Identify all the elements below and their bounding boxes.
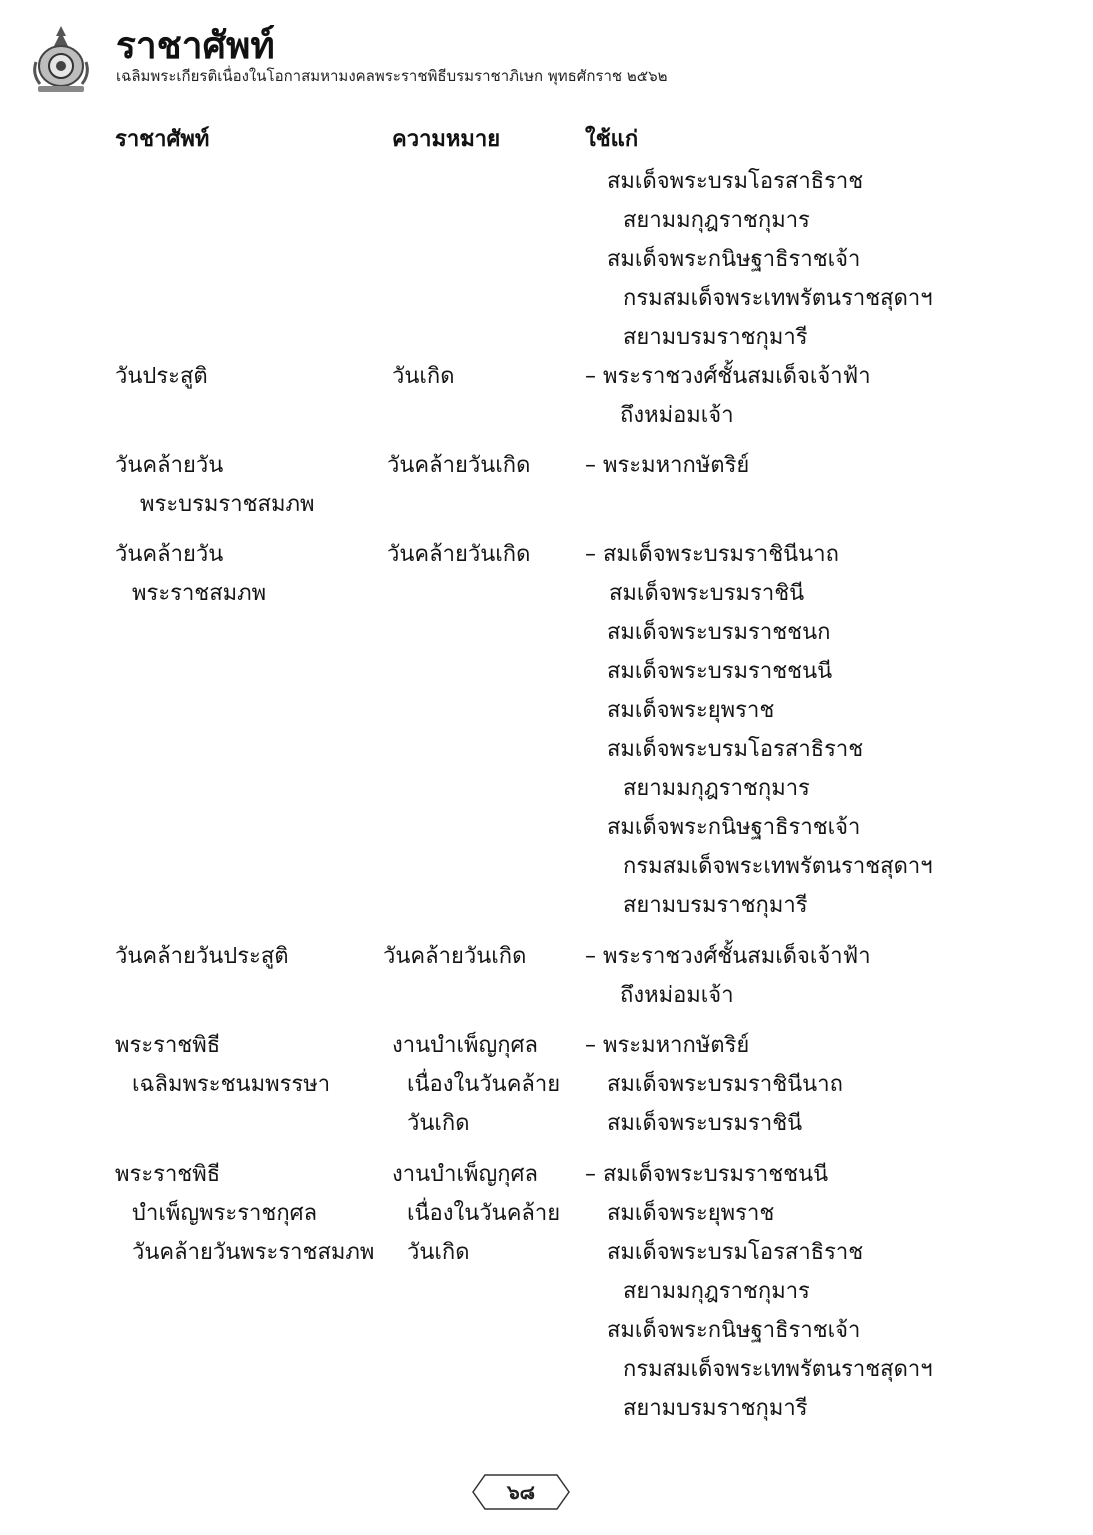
meaning-line: วันเกิด <box>407 1111 470 1136</box>
usage-line: สยามบรมราชกุมารี <box>623 325 808 350</box>
usage-line: – พระมหากษัตริย์ <box>585 453 750 478</box>
meaning-line: วันคล้ายวันเกิด <box>387 542 531 567</box>
usage-line: สมเด็จพระกนิษฐาธิราชเจ้า <box>607 815 861 840</box>
meaning-line: วันคล้ายวันเกิด <box>383 944 527 969</box>
usage-line: สมเด็จพระบรมราชินีนาถ <box>607 1072 843 1097</box>
usage-line: สยามบรมราชกุมารี <box>623 893 808 918</box>
usage-line: – สมเด็จพระบรมราชชนนี <box>585 1162 829 1187</box>
usage-line: สมเด็จพระบรมราชินี <box>609 581 805 606</box>
usage-line: สมเด็จพระยุพราช <box>607 1201 775 1226</box>
usage-line: สมเด็จพระบรมโอรสาธิราช <box>607 737 864 762</box>
usage-line: สมเด็จพระบรมราชินี <box>607 1111 803 1136</box>
usage-line: – พระราชวงศ์ชั้นสมเด็จเจ้าฟ้า <box>585 944 871 969</box>
page-header <box>30 24 1070 104</box>
usage-line: สยามมกุฎราชกุมาร <box>623 1279 810 1304</box>
page-number-label: ๖๘ <box>506 1480 536 1504</box>
term-line: วันคล้ายวันประสูติ <box>115 944 289 969</box>
meaning-line: เนื่องในวันคล้าย <box>407 1072 561 1097</box>
term-line: พระราชพิธี <box>115 1162 221 1187</box>
term-line: บำเพ็ญพระราชกุศล <box>132 1201 318 1226</box>
usage-line: – สมเด็จพระบรมราชินีนาถ <box>585 542 839 567</box>
usage-line: สมเด็จพระบรมราชชนนี <box>607 659 833 684</box>
term-line: เฉลิมพระชนมพรรษา <box>132 1072 331 1097</box>
meaning-line: วันเกิด <box>392 364 455 389</box>
usage-line: สยามมกุฎราชกุมาร <box>623 208 810 233</box>
royal-emblem-icon <box>30 24 92 94</box>
column-header-usage: ใช้แก่ <box>585 127 639 152</box>
usage-line: สมเด็จพระกนิษฐาธิราชเจ้า <box>607 1318 861 1343</box>
meaning-line: งานบำเพ็ญกุศล <box>392 1162 538 1187</box>
usage-line: กรมสมเด็จพระเทพรัตนราชสุดาฯ <box>623 1357 933 1382</box>
usage-line: สมเด็จพระยุพราช <box>607 698 775 723</box>
meaning-line: วันคล้ายวันเกิด <box>387 453 531 478</box>
usage-line: – พระมหากษัตริย์ <box>585 1033 750 1058</box>
page-number <box>471 1472 571 1512</box>
usage-line: สมเด็จพระกนิษฐาธิราชเจ้า <box>607 247 861 272</box>
term-line: พระบรมราชสมภพ <box>140 492 315 517</box>
usage-line: สยามบรมราชกุมารี <box>623 1396 808 1421</box>
meaning-line: เนื่องในวันคล้าย <box>407 1201 561 1226</box>
page-subtitle: เฉลิมพระเกียรติเนื่องในโอกาสมหามงคลพระราชพิธีบรมราชาภิเษก พุทธศักราช ๒๕๖๒ <box>116 67 668 85</box>
usage-line: ถึงหม่อมเจ้า <box>620 983 734 1008</box>
term-line: พระราชสมภพ <box>132 581 267 606</box>
column-header-term: ราชาศัพท์ <box>115 127 210 152</box>
usage-line: สมเด็จพระบรมราชชนก <box>607 620 831 645</box>
usage-line: ถึงหม่อมเจ้า <box>620 403 734 428</box>
usage-line: สมเด็จพระบรมโอรสาธิราช <box>607 169 864 194</box>
usage-line: สยามมกุฎราชกุมาร <box>623 776 810 801</box>
term-line: วันประสูติ <box>115 364 208 389</box>
column-header-meaning: ความหมาย <box>392 127 501 152</box>
term-line: วันคล้ายวัน <box>115 542 224 567</box>
meaning-line: งานบำเพ็ญกุศล <box>392 1033 538 1058</box>
usage-line: – พระราชวงศ์ชั้นสมเด็จเจ้าฟ้า <box>585 364 871 389</box>
usage-line: กรมสมเด็จพระเทพรัตนราชสุดาฯ <box>623 854 933 879</box>
usage-line: สมเด็จพระบรมโอรสาธิราช <box>607 1240 864 1265</box>
term-line: พระราชพิธี <box>115 1033 221 1058</box>
term-line: วันคล้ายวัน <box>115 453 224 478</box>
page-title: ราชาศัพท์ <box>116 23 275 67</box>
meaning-line: วันเกิด <box>407 1240 470 1265</box>
term-line: วันคล้ายวันพระราชสมภพ <box>132 1240 375 1265</box>
usage-line: กรมสมเด็จพระเทพรัตนราชสุดาฯ <box>623 286 933 311</box>
